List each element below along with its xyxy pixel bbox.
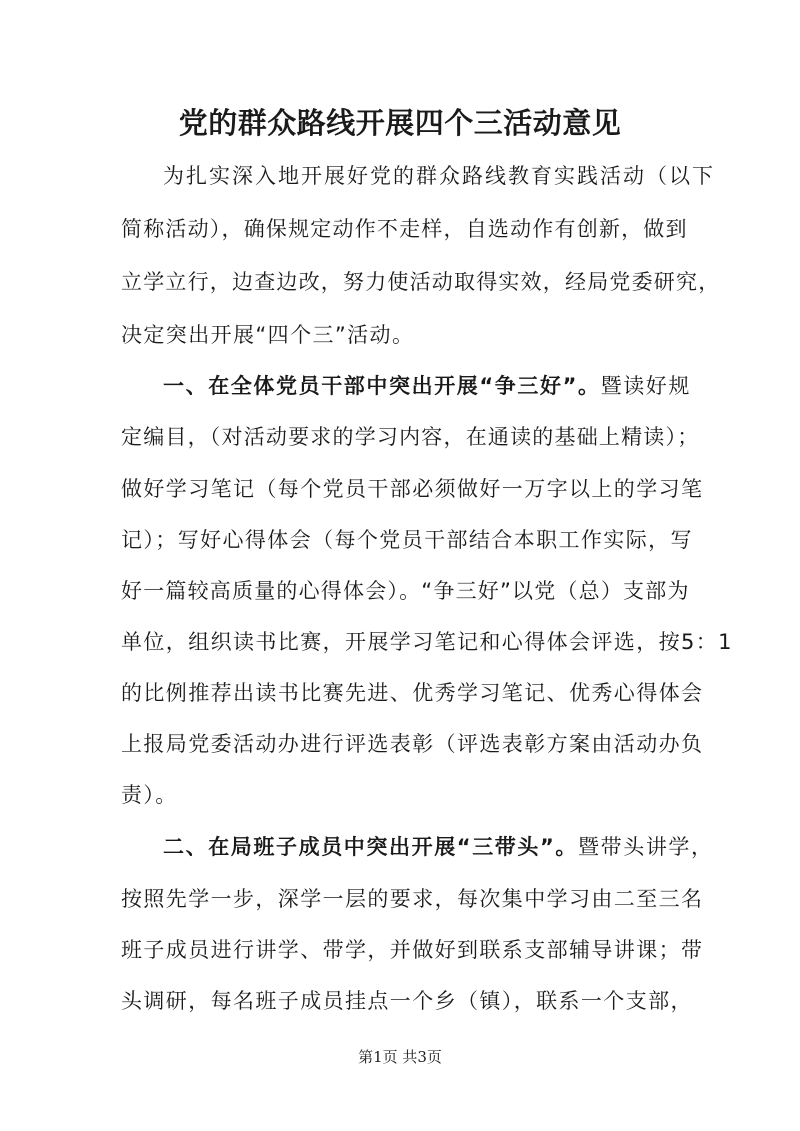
document-title: 党的群众路线开展四个三活动意见 — [178, 106, 622, 140]
body-line: 按照先学一步，深学一层的要求，每次集中学习由二至三名 — [121, 887, 704, 911]
section-heading-body: 暨带头讲学， — [578, 835, 714, 859]
body-line: 好一篇较高质量的心得体会）。“争三好”以党（总）支部为 — [121, 579, 690, 603]
body-line: 定编目，（对活动要求的学习内容，在通读的基础上精读）； — [121, 425, 700, 449]
body-line: 上报局党委活动办进行评选表彰（评选表彰方案由活动办负 — [121, 732, 704, 756]
body-line: 决定突出开展“四个三”活动。 — [121, 323, 415, 347]
body-line: 立学立行，边查边改，努力使活动取得实效，经局党委研究， — [121, 270, 721, 294]
section-heading-emphasis: 一、在全体党员干部中突出开展“争三好”。 — [163, 374, 601, 398]
page-number-footer: 第1页 共3页 — [358, 1048, 442, 1066]
body-line: 责）。 — [121, 783, 178, 807]
body-line: 的比例推荐出读书比赛先进、优秀学习笔记、优秀心得体会 — [121, 681, 704, 705]
section-heading-1 — [163, 371, 691, 401]
body-line: 简称活动），确保规定动作不走样，自选动作有创新，做到 — [121, 217, 688, 241]
section-heading-emphasis: 二、在局班子成员中突出开展“三带头”。 — [163, 835, 579, 859]
body-line: 头调研，每名班子成员挂点一个乡（镇），联系一个支部， — [121, 989, 693, 1013]
section-heading-body: 暨读好规 — [600, 374, 692, 398]
body-line: 为扎实深入地开展好党的群众路线教育实践活动（以下 — [163, 164, 715, 188]
body-line: 做好学习笔记（每个党员干部必须做好一万字以上的学习笔 — [121, 477, 704, 501]
body-line: 记）；写好心得体会（每个党员干部结合本职工作实际，写 — [121, 528, 693, 552]
body-line: 班子成员进行讲学、带学，并做好到联系支部辅导讲课；带 — [121, 938, 704, 962]
body-line: 单位，组织读书比赛，开展学习笔记和心得体会评选，按5：1 — [121, 630, 733, 654]
section-heading-2 — [163, 832, 714, 862]
